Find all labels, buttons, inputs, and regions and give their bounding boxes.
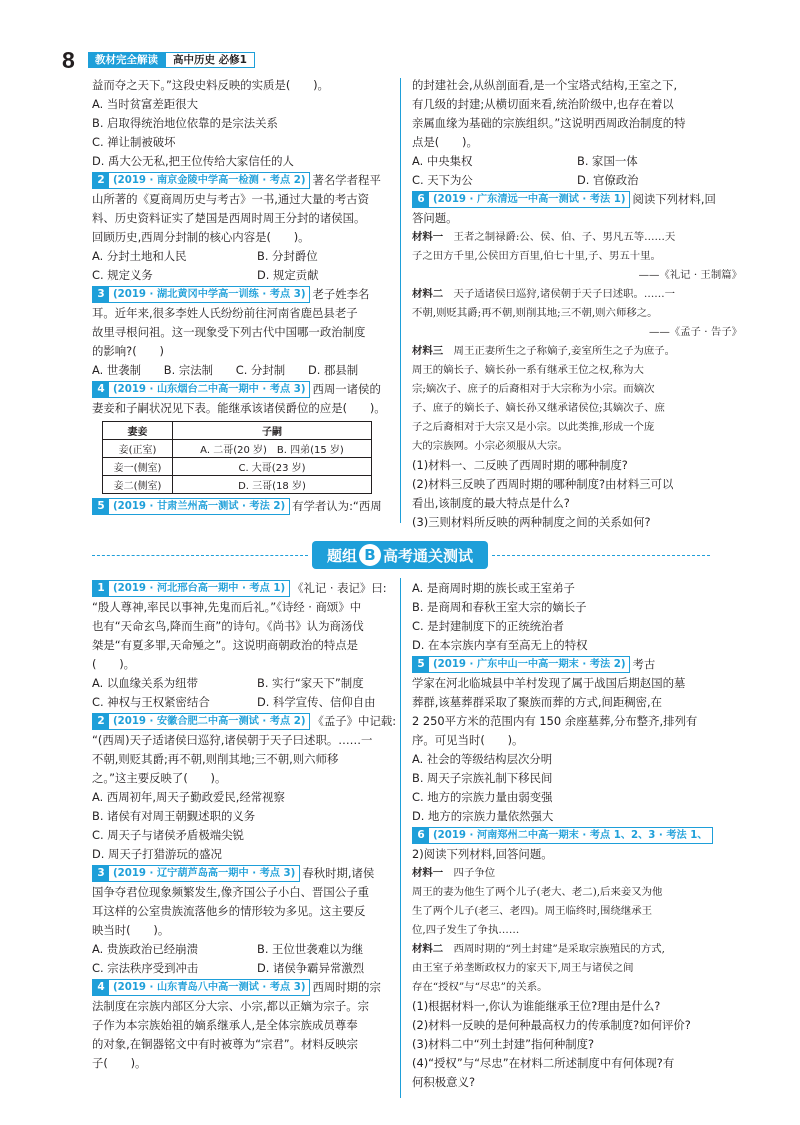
table-cell: 妾一(侧室) [103,458,173,476]
question-source: (2019 · 广东清远一中高一测试 · 考法 1) [433,194,626,205]
banner-title: 高考通关测试 [383,546,474,565]
citation: ——《礼记 · 王制篇》 [638,269,742,281]
text-line: 桀是“有夏多罪,天命殛之”。这说明商朝政治的特点是 [92,638,359,652]
question-header [92,171,422,190]
question-text: 西周一诸侯的 [312,382,381,396]
option-row [92,959,422,978]
question-source: (2019 · 山东烟台二中高一期中 · 考点 3) [113,384,306,395]
question-header [92,712,422,731]
question-source: (2019 · 广东中山一中高一期末 · 考法 2) [433,659,626,670]
question-source: (2019 · 山东青岛八中高一测试 · 考点 3) [113,982,306,993]
question-header [92,497,422,516]
text-line: 看出,该制度的最大特点是什么? [412,496,570,510]
material-text: 由王室子弟垄断政权力的家天下,周王与诸侯之间 [412,962,634,974]
text-line: 的对象,在铜器铭文中有时被尊为“宗君”。材料反映宗 [92,1037,359,1051]
question-header [92,579,422,598]
text-line: 学家在河北临城县中羊村发现了属于战国后期赵国的墓 [412,676,686,690]
question-text: 有学者认为:“西周 [292,499,382,513]
material-text: 子之田方千里,公侯田方百里,伯七十里,子、男五十里。 [412,250,661,262]
question-source: (2019 · 安徽合肥二中高一测试 · 考点 2) [113,716,306,727]
question-source: (2019 · 河北邢台高一期中 · 考点 1) [113,583,286,594]
question-number: 2 [93,714,109,729]
material-text: 四子争位 [443,867,496,879]
column-bottom-right [412,579,742,1092]
question-tag [412,656,630,673]
material-line [412,361,742,380]
banner-letter: B [359,544,381,566]
question-number: 3 [93,287,109,302]
text-line: ( )。 [92,657,136,671]
text-line: 山所著的《夏商周历史与考古》一书,通过大量的考古资 [92,192,369,206]
question-source: (2019 · 河南郑州二中高一期末 · 考点 1、2、3 · 考法 1、 [433,830,708,841]
question-text: 老子姓李名 [312,287,370,301]
text-line: 子( )。 [92,1056,147,1070]
banner-rule-right [492,555,710,556]
text-line: A. 当时贫富差距很大 [92,97,198,111]
text-line: 故里寻根问祖。这一现象受下列古代中国哪一政治制度 [92,325,366,339]
option-left: C. 宗法秩序受到冲击 [92,961,199,975]
table-cell: A. 二哥(20 岁) B. 四弟(15 岁) [173,440,372,458]
text-line: 何积极意义? [412,1075,475,1089]
text-line: 序。可见当时( )。 [412,733,524,747]
question-source: (2019 · 南京金陵中学高一检测 · 考点 2) [113,175,306,186]
question-text: 春秋时期,诸侯 [302,866,375,880]
material-line [412,247,742,266]
text-line: 葬群,该墓葬群采取了聚族而葬的方式,间距稠密,在 [412,695,663,709]
text-line: B. 诸侯有对周王朝觐述职的义务 [92,809,256,823]
text-line: 子作为本宗族始祖的嫡系继承人,是全体宗族成员尊奉 [92,1018,358,1032]
text-line: D. 周天子打猎游玩的盛况 [92,847,222,861]
table-header-row [103,422,372,440]
material-line [412,959,742,978]
material-text: 周王的嫡长子、嫡长孙一系有继承王位之权,称为大 [412,364,644,376]
question-number: 4 [93,980,109,995]
option-right: B. 王位世袭难以为继 [257,942,364,956]
text-line: 不朝,则贬其爵;再不朝,则削其地;三不朝,则六师移 [92,752,339,766]
text-line: B. 周天子宗族礼制下移民间 [412,771,553,785]
option-row [92,674,422,693]
text-line: 映当时( )。 [92,923,170,937]
material-line [412,228,742,247]
text-line: C. 是封建制度下的正统统治者 [412,619,564,633]
table-cell: 妾二(侧室) [103,476,173,494]
question-source: (2019 · 辽宁葫芦岛高一期中 · 考点 3) [113,868,296,879]
text-line: D. 在本宗族内享有至高无上的特权 [412,638,588,652]
material-text: 周王正妻所生之子称嫡子,妾室所生之子为庶子。 [443,345,676,357]
text-line: (3)三则材料所反映的两种制度之间的关系如何? [412,515,651,529]
question-header [92,864,422,883]
column-top-right [412,76,742,532]
text-line: 妻妾和子嗣状况见下表。能继承该诸侯爵位的应是( )。 [92,401,386,415]
material-text: 子、庶子的嫡长子、嫡长孙又继承诸侯位;其嫡次子、庶 [412,402,665,414]
material-line [412,940,742,959]
option-right: D. 科学宣传、信仰自由 [257,695,376,709]
question-tag [92,713,310,730]
text-line: B. 启取得统治地位依靠的是宗法关系 [92,116,278,130]
material-text: 大的宗族网。小宗必须服从大宗。 [412,440,568,452]
material-line [412,921,742,940]
series-label: 教材完全解读 [88,52,165,68]
question-tag [92,580,290,597]
question-header [412,655,742,674]
question-number: 5 [93,499,109,514]
material-line [412,380,742,399]
option-left: A. 分封土地和人民 [92,249,187,263]
text-line: 亲属血缘为基础的宗族组织。”这说明西周政治制度的特 [412,116,686,130]
option-row [412,171,742,190]
table-row [103,476,372,494]
text-line: 料、历史资料证实了楚国是西周时周王分封的诸侯国。 [92,211,366,225]
question-header [92,285,422,304]
material-label: 材料三 [412,345,444,357]
question-tag [92,286,310,303]
option-row [92,693,422,712]
question-number: 4 [93,382,109,397]
material-label: 材料二 [412,943,444,955]
question-number: 5 [413,657,429,672]
question-header [412,190,742,209]
material-text: 周王的妻为他生了两个儿子(老大、老二),后来妾又为他 [412,886,663,898]
text-line: D. 禹大公无私,把王位传给大家信任的人 [92,154,294,168]
option-left: A. 中央集权 [412,154,473,168]
material-label: 材料一 [412,867,444,879]
table-row [103,458,372,476]
text-line: C. 禅让制被破坏 [92,135,176,149]
section-banner [312,541,488,569]
page-number: 8 [62,46,75,73]
text-line: “(西周)天子适诸侯曰巡狩,诸侯朝于天子曰述职。……一 [92,733,373,747]
text-line: 2)阅读下列材料,回答问题。 [412,847,553,861]
option-right: D. 官僚政治 [577,173,639,187]
text-line: 点是( )。 [412,135,478,149]
question-text: 阅读下列材料,回 [632,192,716,206]
table-row [103,440,372,458]
question-tag [92,381,310,398]
text-line: 耳。近年来,很多李姓人氏纷纷前往河南省鹿邑县老子 [92,306,358,320]
material-line [412,978,742,997]
material-text: 生了两个儿子(老三、老四)。周王临终时,围绕继承王 [412,905,653,917]
material-label: 材料二 [412,288,444,300]
question-source: (2019 · 甘肃兰州高一测试 · 考法 2) [113,501,286,512]
question-tag [412,191,630,208]
material-line [412,437,742,456]
option-right: B. 家国一体 [577,154,638,168]
question-tag [412,827,713,844]
book-label: 高中历史 必修1 [165,52,255,68]
question-tag [92,865,300,882]
question-text: 西周时期的宗 [312,980,381,994]
text-line: (2)材料一反映的是何种最高权力的传承制度?如何评价? [412,1018,691,1032]
question-tag [92,979,310,996]
table-header-cell: 妻妾 [103,422,173,440]
question-text: 《礼记 · 表记》曰: [292,581,387,595]
material-line [412,285,742,304]
material-line [412,418,742,437]
text-line: 有几级的封建;从横切面来看,统治阶级中,也存在着以 [412,97,674,111]
text-line: (1)根据材料一,你认为谁能继承王位?理由是什么? [412,999,661,1013]
question-number: 2 [93,173,109,188]
table-cell: D. 三哥(18 岁) [173,476,372,494]
material-line [412,902,742,921]
material-text: 存在“授权”与“尽忠”的关系。 [412,981,548,993]
column-top-left [92,76,422,516]
question-number: 6 [413,192,429,207]
text-line: “殷人尊神,率民以事神,先鬼而后礼。”《诗经 · 商颂》中 [92,600,362,614]
question-source: (2019 · 湖北黄冈中学高一训练 · 考点 3) [113,289,306,300]
text-line: 法制度在宗族内部区分大宗、小宗,都以正嫡为宗子。宗 [92,999,369,1013]
option-left: C. 规定义务 [92,268,153,282]
material-line [412,399,742,418]
material-label: 材料一 [412,231,444,243]
material-line [412,304,742,323]
option-row [92,266,422,285]
option-left: C. 天下为公 [412,173,473,187]
text-line: 回顾历史,西周分封制的核心内容是( )。 [92,230,310,244]
text-line: 国争夺君位现象频繁发生,像齐国公子小白、晋国公子重 [92,885,369,899]
text-line: 的影响?( ) [92,344,164,358]
table-cell: 妾(正室) [103,440,173,458]
text-line: 的封建社会,从纵剖面看,是一个宝塔式结构,王室之下, [412,78,678,92]
material-line [412,883,742,902]
text-line: A. 世袭制 B. 宗法制 C. 分封制 D. 郡县制 [92,363,359,377]
option-left: A. 以血缘关系为纽带 [92,676,198,690]
material-text: 子之后裔相对于大宗又是小宗。以此类推,形成一个庞 [412,421,655,433]
option-row [92,940,422,959]
text-line: A. 社会的等级结构层次分明 [412,752,553,766]
table-cell: C. 大哥(23 岁) [173,458,372,476]
text-line: (1)材料一、二反映了西周时期的哪种制度? [412,458,628,472]
material-text: 不朝,则贬其爵;再不朝,则削其地;三不朝,则六师移之。 [412,307,658,319]
option-row [412,152,742,171]
column-bottom-left [92,579,422,1073]
material-text: 天子适诸侯曰巡狩,诸侯朝于天子曰述职。……一 [443,288,676,300]
text-line: A. 是商周时期的族长或王室弟子 [412,581,575,595]
text-line: C. 地方的宗族力量由弱变强 [412,790,553,804]
material-line [412,864,742,883]
text-line: 之。”这主要反映了( )。 [92,771,227,785]
question-text: 考古 [632,657,656,671]
text-line: 2 250平方米的范围内有 150 余座墓葬,分布整齐,排列有 [412,714,698,728]
question-header [92,380,422,399]
text-line: 也有“天命玄鸟,降而生商”的诗句。《尚书》认为商汤伐 [92,619,364,633]
text-line: (2)材料三反映了西周时期的哪种制度?由材料三可以 [412,477,674,491]
question-header [412,826,742,845]
question-header [92,978,422,997]
table-header-cell: 子嗣 [173,422,372,440]
option-right: D. 诸侯争霸异常激烈 [257,961,365,975]
text-line: B. 是商周和春秋王室大宗的嫡长子 [412,600,587,614]
text-line: (4)“授权”与“尽忠”在材料二所述制度中有何体现?有 [412,1056,675,1070]
text-line: A. 西周初年,周天子勤政爱民,经常视察 [92,790,285,804]
material-line [412,342,742,361]
option-right: B. 分封爵位 [257,249,318,263]
text-line: 益而夺之天下。”这段史料反映的实质是( )。 [92,78,329,92]
question-text: 《孟子》中记载: [312,714,397,728]
text-line: (3)材料二中“列土封建”指何种制度? [412,1037,595,1051]
option-left: A. 贵族政治已经崩溃 [92,942,198,956]
question-number: 6 [413,828,429,843]
text-line: 耳这样的公室贵族流落他乡的情形较为多见。这主要反 [92,904,366,918]
page-header [62,46,255,73]
material-text: 位,四子发生了争执…… [412,924,520,936]
question-text: 著名学者程平 [312,173,381,187]
option-row [92,247,422,266]
citation: ——《孟子 · 告子》 [648,326,742,338]
question-tag [92,172,310,189]
option-right: B. 实行“家天下”制度 [257,676,364,690]
material-text: 西周时期的“列土封建”是采取宗族殖民的方式, [443,943,665,955]
text-line: C. 周天子与诸侯矛盾极端尖锐 [92,828,244,842]
material-text: 宗;嫡次子、庶子的后裔相对于大宗称为小宗。而嫡次 [412,383,655,395]
banner-rule-left [92,555,308,556]
question-number: 3 [93,866,109,881]
option-left: C. 神权与王权紧密结合 [92,695,210,709]
material-text: 王者之制禄爵:公、侯、伯、子、男凡五等……天 [443,231,676,243]
text-line: D. 地方的宗族力量依然强大 [412,809,554,823]
question-tag [92,498,290,515]
option-right: D. 规定贡献 [257,268,319,282]
banner-prefix: 题组 [326,546,357,565]
question-number: 1 [93,581,109,596]
text-line: 答问题。 [412,211,458,225]
heir-table [102,421,372,494]
